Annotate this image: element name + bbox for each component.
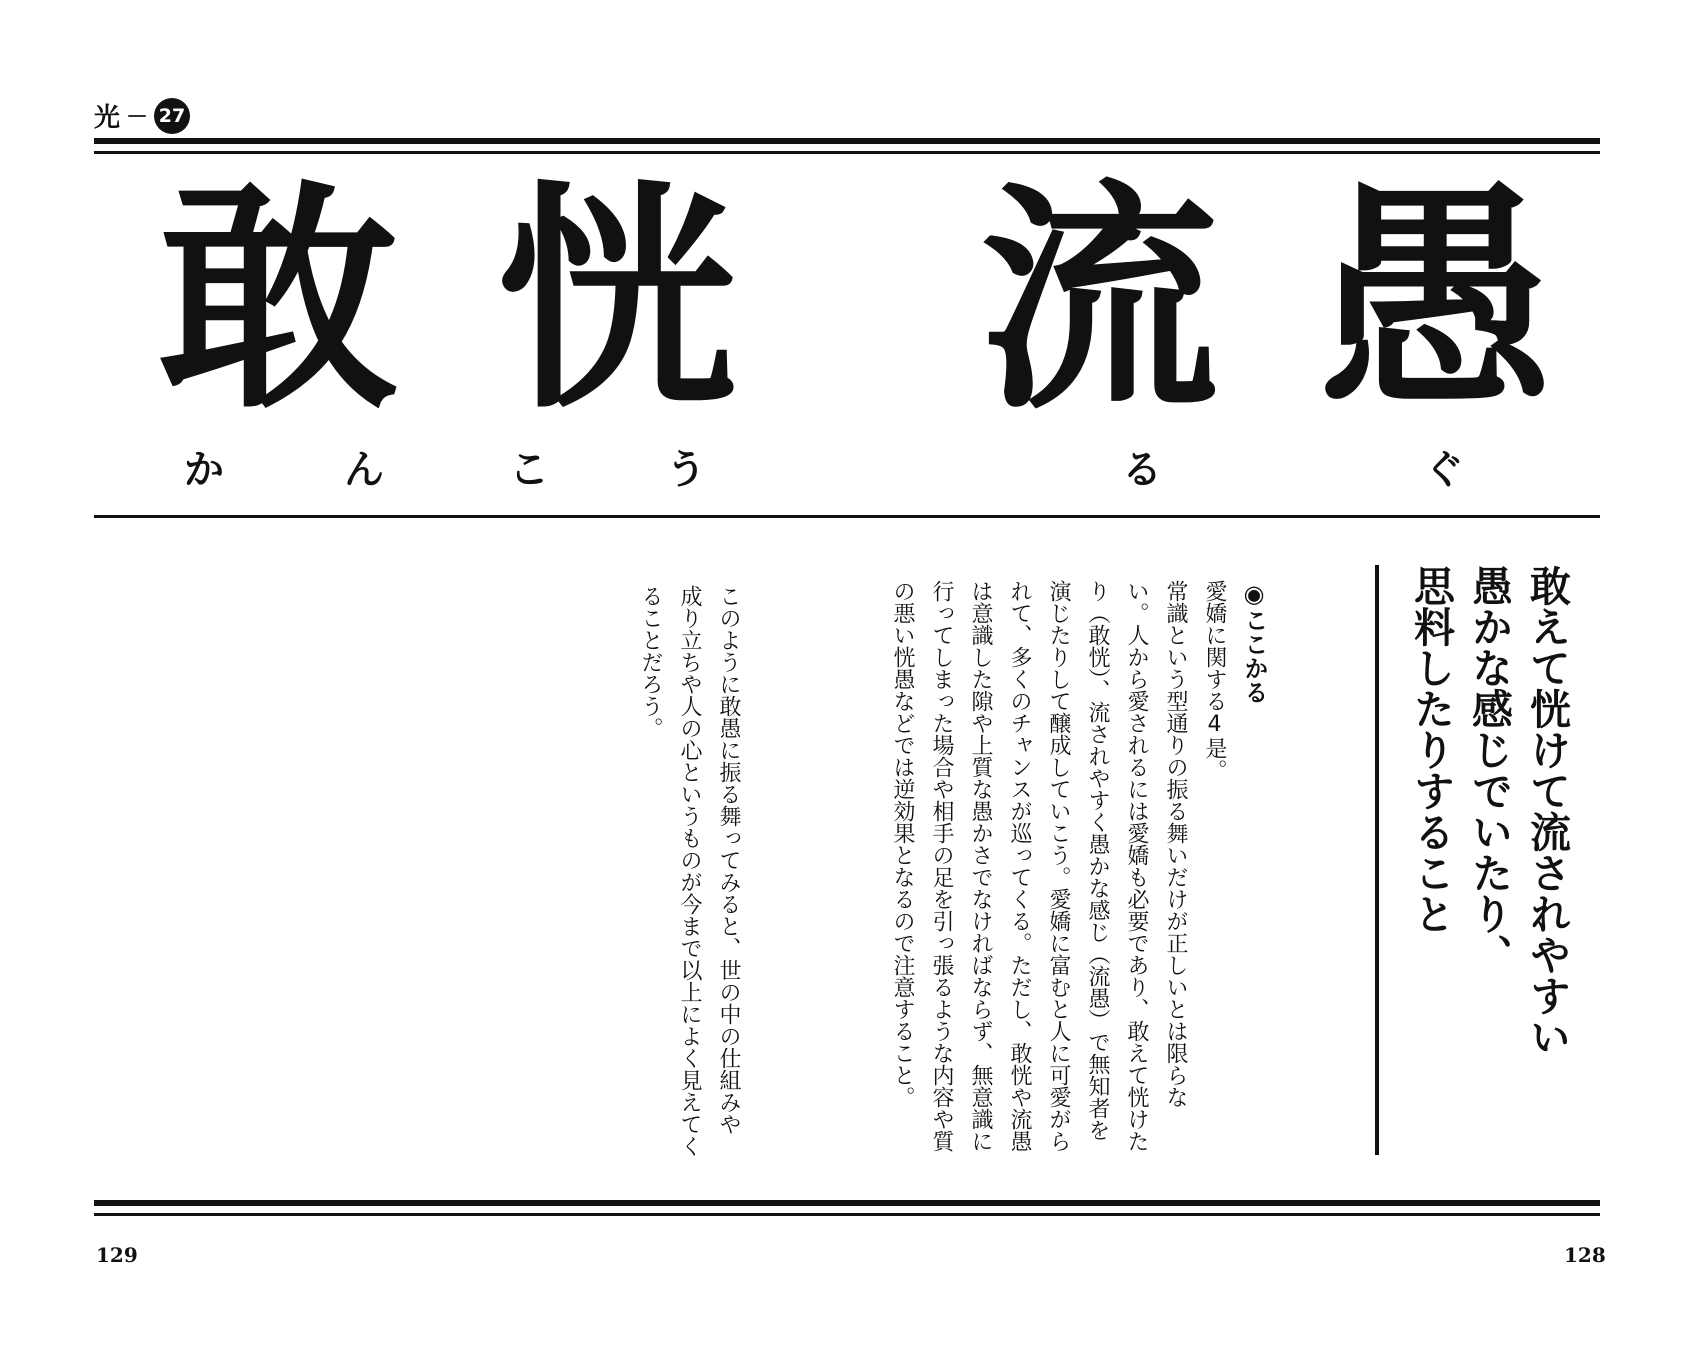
closing-text [631,585,748,1175]
headline-line-2: 愚かな感じでいたり、 [1465,565,1513,975]
body-line: 演じたりして醸成していこう。愛嬌に富むと人に可愛がら [1046,580,1071,1152]
top-rule-thin [94,151,1600,154]
body-line: い。人から愛されるには愛嬌も必要であり、敢えて恍けた [1124,580,1149,1152]
headline-line-3: 思料したりすること [1407,565,1455,934]
body-line: り（敢恍）、流されやすく愚かな感じ（流愚）で無知者を [1085,580,1110,1141]
title-underline [94,515,1600,518]
closing-line: ることだろう。 [638,585,663,739]
title-kanji-3: 流 [978,159,1219,441]
reading-kana-4: う [666,447,706,493]
closing-line: このように敢愚に振る舞ってみると、世の中の仕組みや [716,585,741,1135]
reading-kana-5: る [1122,447,1162,493]
chapter-tag [94,97,190,134]
chapter-dash: － [126,105,149,130]
title-kanji-1: 敢 [158,159,399,441]
body-line: れて、多くのチャンスが巡ってくる。ただし、敢恍や流愚 [1007,580,1032,1152]
top-rule-thick [94,138,1600,144]
bottom-rule-thick [94,1200,1600,1206]
closing-line: 成り立ちや人の心というものが今まで以上によく見えてく [677,585,702,1157]
bottom-rule-thin [94,1213,1600,1216]
page-number-right: 128 [1564,1243,1606,1267]
column-divider [1375,565,1379,1155]
reading-kana-1: か [184,447,224,493]
reading-kana-6: ぐ [1424,447,1464,493]
headline [1402,565,1576,1225]
body-line: 行ってしまった場合や相手の足を引っ張るような内容や質 [929,580,954,1152]
reading-kana-2: ん [344,447,384,493]
chapter-number-badge: 27 [154,98,190,134]
title-reading-row [94,440,1600,500]
body-text [883,580,1273,1160]
body-line: 愛嬌に関する4是。 [1202,580,1227,781]
headline-line-1: 敢えて恍けて流されやすい [1523,565,1571,1057]
chapter-category: 光 [94,103,121,133]
body-line: の悪い恍愚などでは逆効果となるので注意すること。 [890,580,915,1108]
title-kanji-4: 愚 [1314,159,1555,441]
page-number-left: 129 [96,1243,138,1267]
section-heading: ◉ここかる [1240,580,1268,704]
title-kanji-2: 恍 [496,159,737,441]
body-line: 常識という型通りの振る舞いだけが正しいとは限らな [1163,580,1188,1108]
reading-kana-3: こ [509,447,549,493]
title-kanji-row [94,159,1600,441]
body-line: は意識した隙や上質な愚かさでなければならず、無意識に [968,580,993,1152]
